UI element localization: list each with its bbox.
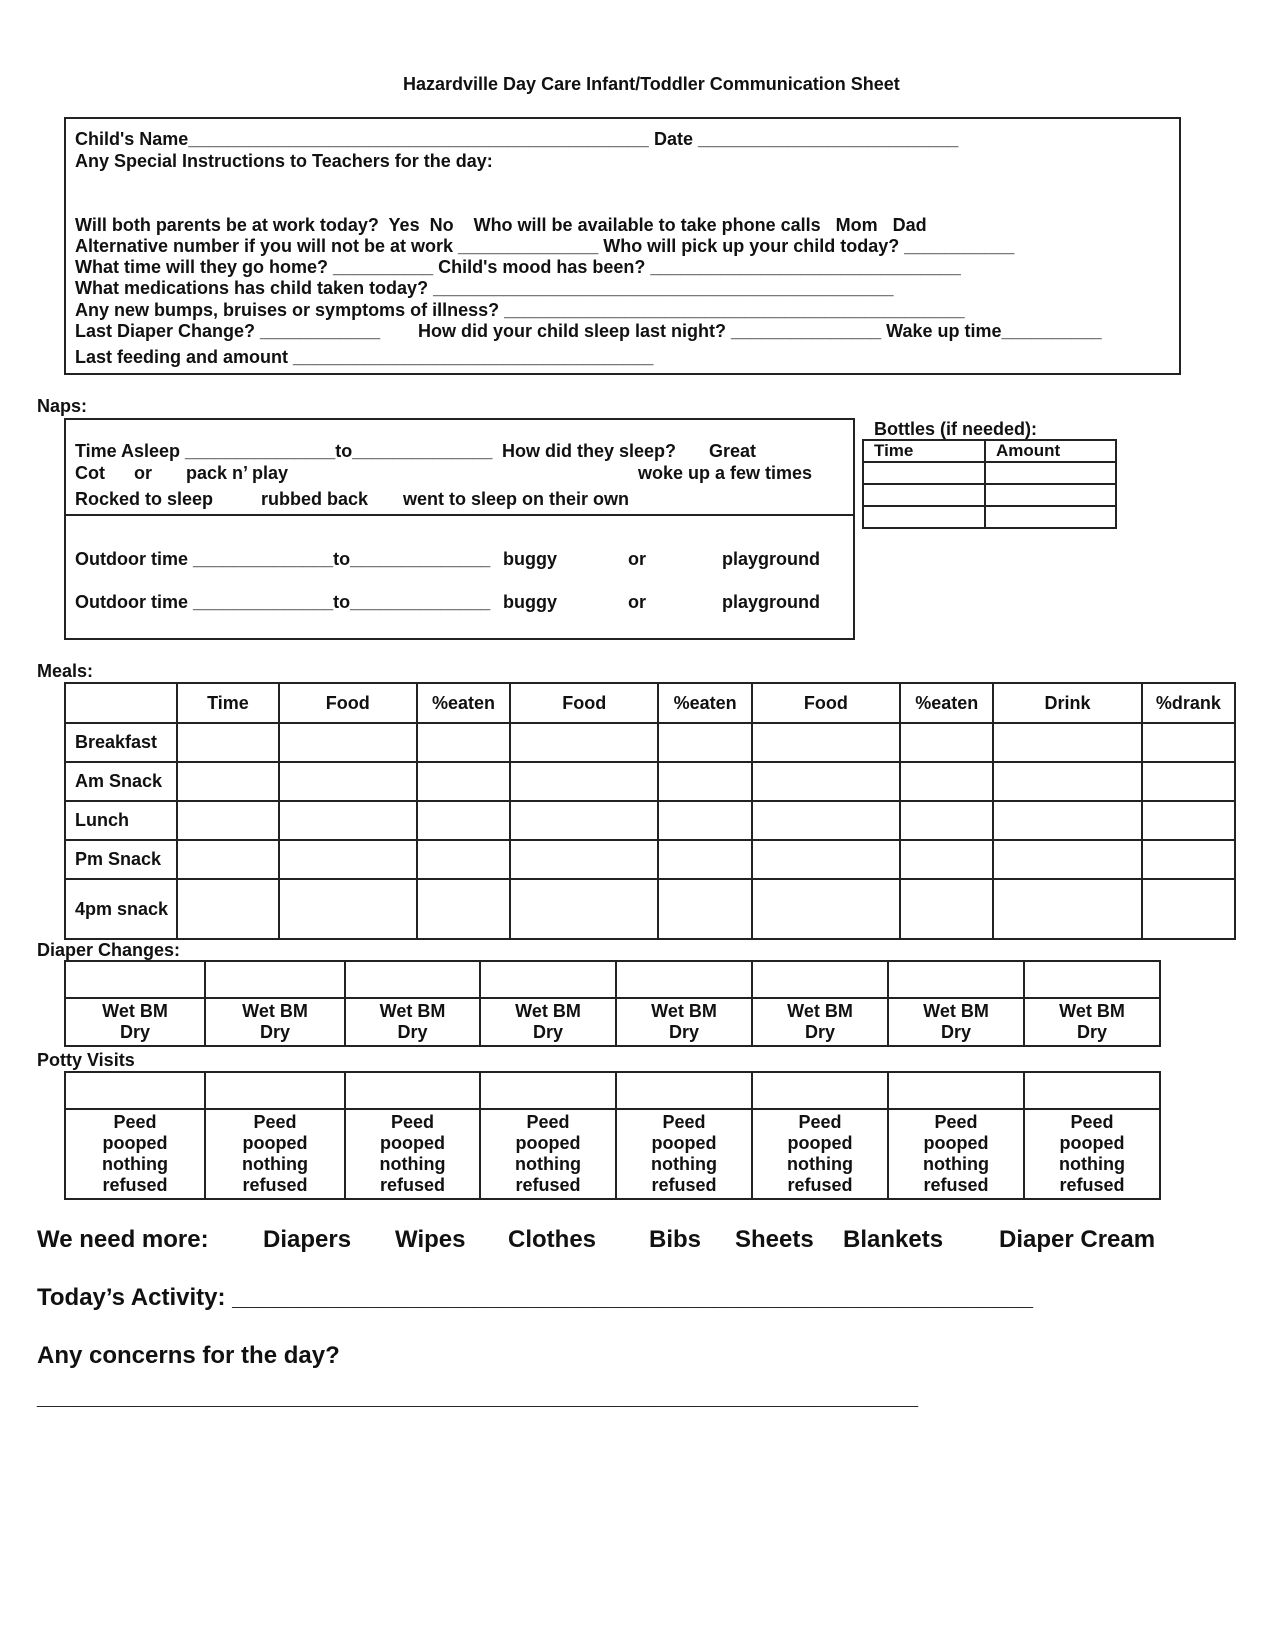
outdoor-time-field-1[interactable]: Outdoor time ______________to______________ bbox=[75, 549, 491, 569]
meal-cell[interactable] bbox=[900, 879, 993, 939]
bottle-cell[interactable] bbox=[985, 506, 1116, 528]
meal-cell[interactable] bbox=[177, 762, 278, 801]
wet-bm-label: Wet BM bbox=[923, 1001, 989, 1021]
potty-time-cell[interactable] bbox=[65, 1072, 205, 1109]
nothing-label: nothing bbox=[102, 1154, 168, 1174]
potty-time-cell[interactable] bbox=[752, 1072, 888, 1109]
nothing-label: nothing bbox=[923, 1154, 989, 1174]
meal-cell[interactable] bbox=[1142, 723, 1235, 762]
meal-cell[interactable] bbox=[1142, 801, 1235, 840]
meals-header-blank bbox=[65, 683, 177, 723]
refused-label: refused bbox=[923, 1175, 989, 1195]
alt-number-field[interactable]: Alternative number if you will not be at work ______________ Who will pick up your child today? ___________ bbox=[75, 236, 1015, 256]
dry-label: Dry bbox=[259, 1022, 290, 1042]
bottles-heading: Bottles (if needed): bbox=[874, 419, 1038, 439]
sleep-last-night-field[interactable]: How did your child sleep last night? _______________ Wake up time__________ bbox=[418, 321, 1102, 341]
refused-label: refused bbox=[379, 1175, 446, 1195]
dry-label: Dry bbox=[804, 1022, 835, 1042]
diaper-heading: Diaper Changes: bbox=[37, 940, 181, 960]
meals-header-eaten: %eaten bbox=[658, 683, 751, 723]
diaper-time-cell[interactable] bbox=[480, 961, 616, 998]
potty-options-cell[interactable] bbox=[65, 1109, 205, 1199]
wet-bm-label: Wet BM bbox=[102, 1001, 168, 1021]
meal-cell[interactable] bbox=[658, 723, 751, 762]
meals-header-food: Food bbox=[752, 683, 900, 723]
diaper-options-cell[interactable] bbox=[65, 998, 205, 1046]
meal-cell[interactable] bbox=[279, 762, 417, 801]
meal-cell[interactable] bbox=[177, 801, 278, 840]
diaper-time-cell[interactable] bbox=[1024, 961, 1160, 998]
bottle-cell[interactable] bbox=[863, 484, 985, 506]
peed-label: Peed bbox=[253, 1112, 297, 1132]
potty-time-cell[interactable] bbox=[616, 1072, 752, 1109]
both-parents-question: Will both parents be at work today? Yes No Who will be available to take phone calls Mom Dad bbox=[75, 215, 927, 235]
diaper-options-cell[interactable] bbox=[205, 998, 345, 1046]
diaper-options-cell[interactable] bbox=[888, 998, 1024, 1046]
meal-cell[interactable] bbox=[279, 879, 417, 939]
nothing-label: nothing bbox=[242, 1154, 308, 1174]
meals-header-drink: Drink bbox=[993, 683, 1141, 723]
meals-header-eaten: %eaten bbox=[900, 683, 993, 723]
meal-cell[interactable] bbox=[417, 879, 510, 939]
diaper-time-cell[interactable] bbox=[205, 961, 345, 998]
meal-row-label: Am Snack bbox=[65, 762, 177, 801]
meal-cell[interactable] bbox=[993, 840, 1141, 879]
wet-bm-label: Wet BM bbox=[515, 1001, 581, 1021]
potty-time-cell[interactable] bbox=[1024, 1072, 1160, 1109]
meal-cell[interactable] bbox=[993, 762, 1141, 801]
or-label-1: or bbox=[628, 549, 646, 569]
peed-label: Peed bbox=[798, 1112, 842, 1132]
nothing-label: nothing bbox=[515, 1154, 581, 1174]
pooped-label: pooped bbox=[515, 1133, 581, 1153]
meal-cell[interactable] bbox=[279, 723, 417, 762]
refused-label: refused bbox=[242, 1175, 308, 1195]
pooped-label: pooped bbox=[787, 1133, 853, 1153]
potty-options-cell[interactable] bbox=[752, 1109, 888, 1199]
option-pack-n-play[interactable]: pack n’ play bbox=[186, 463, 289, 483]
refused-label: refused bbox=[651, 1175, 717, 1195]
bottle-cell[interactable] bbox=[863, 462, 985, 484]
need-diapers[interactable]: Diapers bbox=[263, 1226, 352, 1253]
meal-cell[interactable] bbox=[417, 801, 510, 840]
diaper-time-cell[interactable] bbox=[752, 961, 888, 998]
meal-cell[interactable] bbox=[752, 879, 900, 939]
option-rocked[interactable]: Rocked to sleep bbox=[75, 489, 214, 509]
medications-field[interactable]: What medications has child taken today? ______________________________________________ bbox=[75, 278, 894, 298]
refused-label: refused bbox=[102, 1175, 168, 1195]
naps-divider bbox=[64, 514, 855, 516]
meal-cell[interactable] bbox=[510, 762, 658, 801]
potty-table bbox=[64, 1071, 1161, 1200]
peed-label: Peed bbox=[113, 1112, 157, 1132]
need-sheets[interactable]: Sheets bbox=[735, 1226, 814, 1253]
need-clothes[interactable]: Clothes bbox=[508, 1226, 597, 1253]
meal-cell[interactable] bbox=[900, 840, 993, 879]
bottle-cell[interactable] bbox=[985, 462, 1116, 484]
need-diaper-cream[interactable]: Diaper Cream bbox=[999, 1226, 1156, 1253]
pooped-label: pooped bbox=[380, 1133, 445, 1153]
dry-label: Dry bbox=[668, 1022, 699, 1042]
potty-options-cell[interactable] bbox=[345, 1109, 480, 1199]
meal-row-lunch bbox=[65, 801, 1235, 840]
nothing-label: nothing bbox=[1059, 1154, 1125, 1174]
dry-label: Dry bbox=[1076, 1022, 1107, 1042]
outdoor-time-field-2[interactable]: Outdoor time ______________to______________ bbox=[75, 592, 491, 612]
concerns-line[interactable]: __________________________________________________________________ bbox=[37, 1383, 918, 1410]
meal-cell[interactable] bbox=[279, 801, 417, 840]
need-wipes[interactable]: Wipes bbox=[395, 1226, 466, 1253]
bumps-field[interactable]: Any new bumps, bruises or symptoms of illness? ______________________________________________ bbox=[75, 300, 965, 320]
peed-label: Peed bbox=[662, 1112, 706, 1132]
meal-row-4pm-snack bbox=[65, 879, 1235, 939]
option-rubbed-back[interactable]: rubbed back bbox=[261, 489, 369, 509]
meal-row-am-snack bbox=[65, 762, 1235, 801]
option-buggy-1[interactable]: buggy bbox=[503, 549, 557, 569]
meal-cell[interactable] bbox=[510, 840, 658, 879]
bottles-table bbox=[862, 439, 1117, 529]
meal-cell[interactable] bbox=[177, 840, 278, 879]
how-sleep-label: How did they sleep? bbox=[502, 441, 677, 461]
meal-cell[interactable] bbox=[1142, 879, 1235, 939]
nothing-label: nothing bbox=[379, 1154, 446, 1174]
pooped-label: pooped bbox=[102, 1133, 168, 1153]
go-home-field[interactable]: What time will they go home? __________ Child's mood has been? _______________________________ bbox=[75, 257, 961, 277]
dry-label: Dry bbox=[119, 1022, 150, 1042]
meals-header-food: Food bbox=[279, 683, 417, 723]
peed-label: Peed bbox=[526, 1112, 570, 1132]
diaper-time-cell[interactable] bbox=[888, 961, 1024, 998]
wet-bm-label: Wet BM bbox=[379, 1001, 446, 1021]
option-woke-up[interactable]: woke up a few times bbox=[638, 463, 813, 483]
meal-row-label: Pm Snack bbox=[65, 840, 177, 879]
meals-header-food: Food bbox=[510, 683, 658, 723]
option-playground-1[interactable]: playground bbox=[722, 549, 820, 569]
or-label: or bbox=[134, 463, 152, 483]
refused-label: refused bbox=[515, 1175, 581, 1195]
meal-row-pm-snack bbox=[65, 840, 1235, 879]
naps-heading: Naps: bbox=[37, 396, 88, 416]
need-bibs[interactable]: Bibs bbox=[649, 1226, 702, 1253]
wet-bm-label: Wet BM bbox=[651, 1001, 717, 1021]
dry-label: Dry bbox=[532, 1022, 563, 1042]
meal-cell[interactable] bbox=[752, 762, 900, 801]
option-own[interactable]: went to sleep on their own bbox=[403, 489, 630, 509]
meal-cell[interactable] bbox=[752, 801, 900, 840]
diaper-time-cell[interactable] bbox=[616, 961, 752, 998]
meal-cell[interactable] bbox=[510, 879, 658, 939]
diaper-options-cell[interactable] bbox=[752, 998, 888, 1046]
diaper-options-cell[interactable] bbox=[480, 998, 616, 1046]
meal-row-label: Lunch bbox=[65, 801, 177, 840]
bottle-cell[interactable] bbox=[863, 506, 985, 528]
meal-cell[interactable] bbox=[658, 840, 751, 879]
bottles-col-time: Time bbox=[863, 440, 985, 462]
meal-cell[interactable] bbox=[658, 762, 751, 801]
page-title: Hazardville Day Care Infant/Toddler Communication Sheet bbox=[403, 74, 900, 94]
meals-header-drank: %drank bbox=[1142, 683, 1235, 723]
potty-time-cell[interactable] bbox=[480, 1072, 616, 1109]
or-label-2: or bbox=[628, 592, 646, 612]
need-more-label: We need more: bbox=[37, 1226, 209, 1253]
bottle-cell[interactable] bbox=[985, 484, 1116, 506]
todays-activity-field[interactable]: Today’s Activity: ____________________________________________________________ bbox=[37, 1284, 1034, 1311]
meal-row-label: 4pm snack bbox=[65, 879, 177, 939]
potty-time-cell[interactable] bbox=[345, 1072, 480, 1109]
meal-cell[interactable] bbox=[417, 762, 510, 801]
potty-options-cell[interactable] bbox=[616, 1109, 752, 1199]
potty-options-cell[interactable] bbox=[888, 1109, 1024, 1199]
potty-options-cell[interactable] bbox=[480, 1109, 616, 1199]
date-field[interactable]: Date __________________________ bbox=[654, 129, 959, 149]
pooped-label: pooped bbox=[651, 1133, 717, 1153]
meal-cell[interactable] bbox=[1142, 762, 1235, 801]
diaper-table bbox=[64, 960, 1161, 1047]
meal-cell[interactable] bbox=[993, 879, 1141, 939]
meal-cell[interactable] bbox=[510, 723, 658, 762]
meal-row-label: Breakfast bbox=[65, 723, 177, 762]
pooped-label: pooped bbox=[1059, 1133, 1125, 1153]
diaper-options-cell[interactable] bbox=[1024, 998, 1160, 1046]
peed-label: Peed bbox=[934, 1112, 978, 1132]
meal-cell[interactable] bbox=[177, 723, 278, 762]
meal-cell[interactable] bbox=[752, 840, 900, 879]
meal-cell[interactable] bbox=[177, 879, 278, 939]
wet-bm-label: Wet BM bbox=[1059, 1001, 1125, 1021]
diaper-time-cell[interactable] bbox=[345, 961, 480, 998]
option-buggy-2[interactable]: buggy bbox=[503, 592, 557, 612]
meal-cell[interactable] bbox=[993, 801, 1141, 840]
meal-cell[interactable] bbox=[900, 801, 993, 840]
dry-label: Dry bbox=[397, 1022, 428, 1042]
meals-header-time: Time bbox=[177, 683, 278, 723]
potty-time-cell[interactable] bbox=[888, 1072, 1024, 1109]
meals-header-eaten: %eaten bbox=[417, 683, 510, 723]
peed-label: Peed bbox=[1070, 1112, 1114, 1132]
wet-bm-label: Wet BM bbox=[242, 1001, 308, 1021]
last-diaper-field[interactable]: Last Diaper Change? ____________ bbox=[75, 321, 381, 341]
potty-options-cell[interactable] bbox=[1024, 1109, 1160, 1199]
option-playground-2[interactable]: playground bbox=[722, 592, 820, 612]
meal-cell[interactable] bbox=[417, 723, 510, 762]
diaper-options-cell[interactable] bbox=[616, 998, 752, 1046]
bottles-col-amount: Amount bbox=[985, 440, 1116, 462]
diaper-options-cell[interactable] bbox=[345, 998, 480, 1046]
special-instructions-label: Any Special Instructions to Teachers for the day: bbox=[75, 151, 493, 171]
option-cot[interactable]: Cot bbox=[75, 463, 105, 483]
potty-heading: Potty Visits bbox=[37, 1050, 135, 1070]
nothing-label: nothing bbox=[787, 1154, 853, 1174]
need-blankets[interactable]: Blankets bbox=[843, 1226, 944, 1253]
wet-bm-label: Wet BM bbox=[787, 1001, 853, 1021]
meal-cell[interactable] bbox=[417, 840, 510, 879]
refused-label: refused bbox=[787, 1175, 853, 1195]
meal-cell[interactable] bbox=[1142, 840, 1235, 879]
concerns-label: Any concerns for the day? bbox=[37, 1342, 340, 1369]
pooped-label: pooped bbox=[242, 1133, 308, 1153]
meal-cell[interactable] bbox=[900, 762, 993, 801]
option-great[interactable]: Great bbox=[709, 441, 757, 461]
nothing-label: nothing bbox=[651, 1154, 717, 1174]
child-name-field[interactable]: Child's Name______________________________________________ bbox=[75, 129, 649, 149]
peed-label: Peed bbox=[390, 1112, 435, 1132]
pooped-label: pooped bbox=[923, 1133, 989, 1153]
potty-options-cell[interactable] bbox=[205, 1109, 345, 1199]
meals-heading: Meals: bbox=[37, 661, 94, 681]
meal-cell[interactable] bbox=[658, 879, 751, 939]
meal-row-breakfast bbox=[65, 723, 1235, 762]
last-feeding-field[interactable]: Last feeding and amount ____________________________________ bbox=[75, 347, 654, 367]
meal-cell[interactable] bbox=[510, 801, 658, 840]
refused-label: refused bbox=[1059, 1175, 1125, 1195]
time-asleep-field[interactable]: Time Asleep _______________to______________ bbox=[75, 441, 493, 461]
meal-cell[interactable] bbox=[993, 723, 1141, 762]
meal-cell[interactable] bbox=[752, 723, 900, 762]
diaper-time-cell[interactable] bbox=[65, 961, 205, 998]
dry-label: Dry bbox=[940, 1022, 971, 1042]
meal-cell[interactable] bbox=[279, 840, 417, 879]
meal-cell[interactable] bbox=[658, 801, 751, 840]
potty-time-cell[interactable] bbox=[205, 1072, 345, 1109]
meals-table bbox=[64, 682, 1236, 940]
meal-cell[interactable] bbox=[900, 723, 993, 762]
